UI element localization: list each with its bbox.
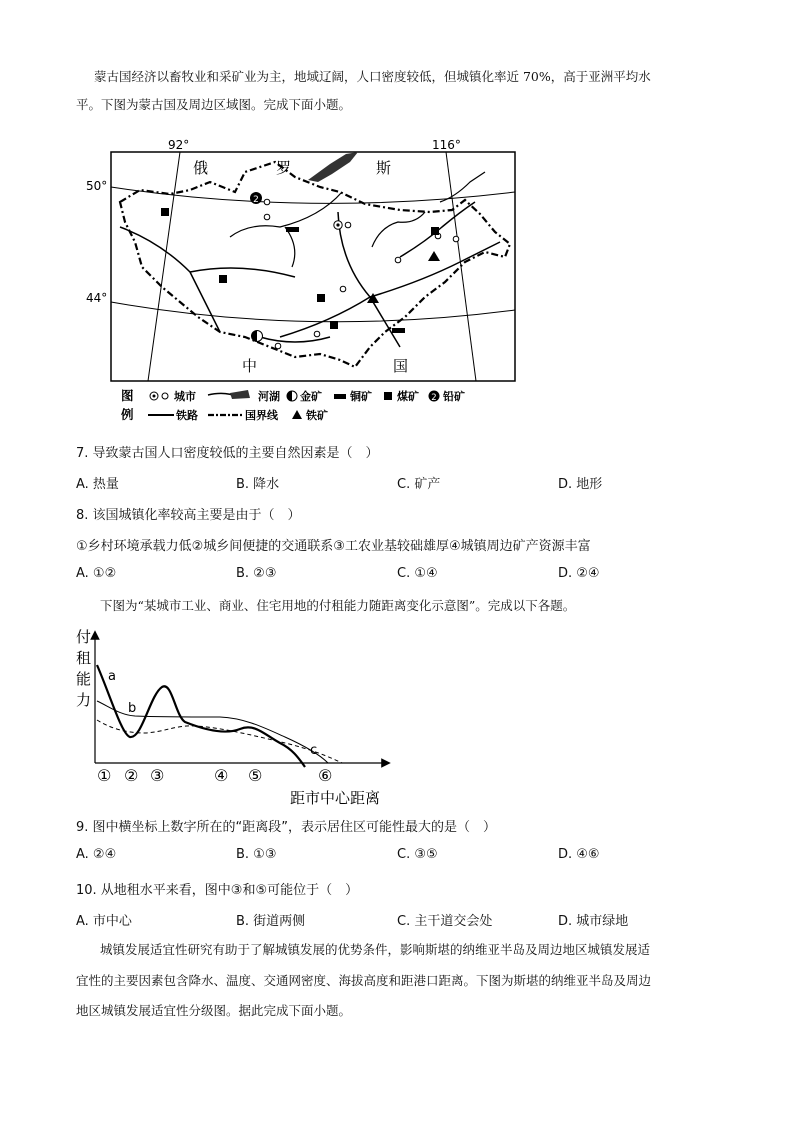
map-frame (111, 152, 515, 381)
city-marker (395, 257, 401, 263)
svg-text:2: 2 (253, 195, 259, 205)
x-axis-label: 距市中心距离 (290, 789, 381, 807)
lat-label-50: 50° (86, 179, 108, 193)
legend-coal-label: 煤矿 (397, 390, 419, 403)
q8-option-b[interactable]: B. ②③ (236, 566, 277, 581)
parallel-44 (111, 302, 515, 322)
legend-copper-icon (334, 394, 346, 399)
legend-border-label: 国界线 (245, 409, 278, 422)
q9-option-d[interactable]: D. ④⑥ (558, 847, 600, 862)
x-tick-1: ① (97, 766, 112, 785)
intro-paragraph-3-line3: 地区城镇发展适宜性分级图。据此完成下面小题。 (76, 1003, 352, 1018)
coal-mine-marker (330, 321, 338, 329)
country-label-china-1: 中 (242, 357, 258, 375)
city-marker (264, 199, 270, 205)
river-2 (285, 227, 295, 267)
curve-b-label: b (128, 701, 137, 716)
legend-lake-icon (230, 390, 250, 399)
city-marker (314, 331, 320, 337)
q7-option-a[interactable]: A. 热量 (76, 477, 119, 492)
q7-option-c[interactable]: C. 矿产 (397, 477, 441, 492)
railway-3 (338, 212, 400, 347)
legend-title-1: 图 (121, 388, 134, 403)
country-label-russia-1: 俄 (193, 159, 209, 177)
copper-mine-marker (286, 227, 299, 232)
coal-mine-marker (161, 208, 169, 216)
coal-mine-marker (431, 227, 439, 235)
baikal-lake (308, 152, 358, 182)
country-label-russia-3: 斯 (376, 159, 392, 177)
city-marker (345, 222, 351, 228)
x-tick-5: ⑤ (248, 766, 263, 785)
railway-6 (260, 337, 330, 342)
legend-city-icon (162, 393, 168, 399)
intro-paragraph-line2: 平。下图为蒙古国及周边区域图。完成下面小题。 (76, 97, 352, 112)
legend-coal-icon (384, 392, 392, 400)
coal-mine-marker (317, 294, 325, 302)
copper-mine-marker (392, 328, 405, 333)
x-tick-4: ④ (214, 766, 229, 785)
x-tick-2: ② (124, 766, 139, 785)
legend-iron-icon (292, 410, 302, 419)
q8-stem: 8. 该国城镇化率较高主要是由于（ ） (76, 508, 301, 523)
y-label-char-1: 付 (76, 628, 92, 646)
legend-river-label: 河湖 (258, 390, 280, 403)
legend-iron-label: 铁矿 (306, 409, 328, 422)
railway-1 (120, 227, 220, 332)
intro-paragraph-2: 下图为“某城市工业、商业、住宅用地的付租能力随距离变化示意图”。完成以下各题。 (100, 598, 576, 613)
q9-stem: 9. 图中横坐标上数字所在的“距离段”，表示居住区可能性最大的是（ ） (76, 820, 497, 835)
q8-option-a[interactable]: A. ①② (76, 566, 117, 581)
city-marker (275, 343, 281, 349)
y-label-char-4: 力 (76, 691, 92, 709)
capital-dot (336, 223, 339, 226)
legend-gold-label: 金矿 (300, 390, 322, 403)
q8-statements: ①乡村环境承载力低②城乡间便捷的交通联系③工农业基较础雄厚④城镇周边矿产资源丰富 (76, 539, 591, 554)
curve-c-industrial (97, 720, 342, 763)
y-label-char-3: 能 (76, 670, 92, 688)
meridian-92 (148, 152, 180, 381)
river-3 (372, 212, 425, 247)
q7-option-b[interactable]: B. 降水 (236, 477, 280, 492)
q9-option-c[interactable]: C. ③⑤ (397, 847, 438, 862)
country-label-china-2: 国 (393, 357, 409, 375)
q10-option-b[interactable]: B. 街道两侧 (236, 914, 306, 929)
y-label-char-2: 租 (76, 649, 92, 667)
q8-option-d[interactable]: D. ②④ (558, 566, 600, 581)
x-tick-3: ③ (150, 766, 165, 785)
legend-copper-label: 铜矿 (350, 390, 372, 403)
q7-stem: 7. 导致蒙古国人口密度较低的主要自然因素是（ ） (76, 446, 379, 461)
intro-paragraph-3-line2: 宜性的主要因素包含降水、温度、交通网密度、海拔高度和距港口距离。下图为斯堪的纳维亚半岛及周边 (76, 973, 652, 988)
city-marker (264, 214, 270, 220)
lon-label-116: 116° (432, 138, 461, 152)
country-label-russia-2: 罗 (276, 159, 292, 177)
lon-label-92: 92° (168, 138, 190, 152)
railway-2 (190, 268, 295, 277)
q9-option-b[interactable]: B. ①③ (236, 847, 277, 862)
legend-city-label: 城市 (174, 390, 196, 403)
intro-paragraph-line1: 蒙古国经济以畜牧业和采矿业为主，地域辽阔，人口密度较低，但城镇化率近 70%，高于亚洲平均水 (94, 69, 651, 84)
q9-option-a[interactable]: A. ②④ (76, 847, 117, 862)
iron-mine-marker (428, 251, 440, 261)
intro-paragraph-3-line1: 城镇发展适宜性研究有助于了解城镇发展的优势条件，影响斯堪的纳维亚半岛及周边地区城镇发展适 (100, 942, 651, 957)
mongolia-map-figure (80, 132, 525, 427)
curve-c-label: c (310, 743, 318, 758)
q7-option-d[interactable]: D. 地形 (558, 477, 603, 492)
q10-stem: 10. 从地租水平来看，图中③和⑤可能位于（ ） (76, 883, 359, 898)
q10-option-a[interactable]: A. 市中心 (76, 914, 132, 929)
lat-label-44: 44° (86, 291, 108, 305)
city-marker (453, 236, 459, 242)
legend-lead-label: 铅矿 (443, 390, 465, 403)
curve-a-commercial (97, 665, 305, 767)
city-marker (340, 286, 346, 292)
legend-title-2: 例 (121, 407, 134, 422)
q10-option-d[interactable]: D. 城市绿地 (558, 914, 629, 929)
x-tick-6: ⑥ (318, 766, 333, 785)
bid-rent-chart (70, 625, 400, 810)
svg-text:2: 2 (431, 393, 437, 403)
curve-a-label: a (108, 669, 116, 684)
q10-option-c[interactable]: C. 主干道交会处 (397, 914, 493, 929)
railway-4 (280, 242, 500, 337)
q8-option-c[interactable]: C. ①④ (397, 566, 438, 581)
legend-rail-label: 铁路 (176, 409, 198, 422)
coal-mine-marker (219, 275, 227, 283)
